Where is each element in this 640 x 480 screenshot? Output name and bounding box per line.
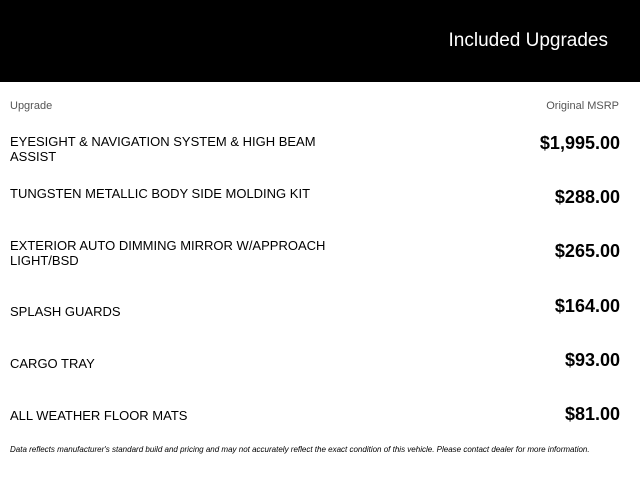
upgrade-price: $288.00 [554,187,620,207]
upgrade-name: SPLASH GUARDS [10,304,121,319]
header-bar [0,0,640,82]
upgrade-price: $164.00 [554,296,620,316]
column-header-upgrade: Upgrade [10,100,53,112]
upgrade-price: $1,995.00 [539,133,620,153]
upgrade-price: $93.00 [564,350,620,370]
upgrade-name: CARGO TRAY [10,356,95,371]
upgrade-price: $265.00 [554,241,620,261]
column-header-msrp: Original MSRP [546,100,619,112]
disclaimer-text: Data reflects manufacturer's standard build and pricing and may not accurately reflect the exact condition of this vehicle. Please contact dealer for more information. [10,445,590,454]
upgrade-name: EYESIGHT & NAVIGATION SYSTEM & HIGH BEAM ASSIST [10,134,316,164]
upgrade-price: $81.00 [564,404,620,424]
page-title: Included Upgrades [448,30,608,51]
upgrade-name: TUNGSTEN METALLIC BODY SIDE MOLDING KIT [10,186,311,201]
upgrade-name: EXTERIOR AUTO DIMMING MIRROR W/APPROACH LIGHT/BSD [10,238,326,268]
upgrade-name: ALL WEATHER FLOOR MATS [10,408,188,423]
